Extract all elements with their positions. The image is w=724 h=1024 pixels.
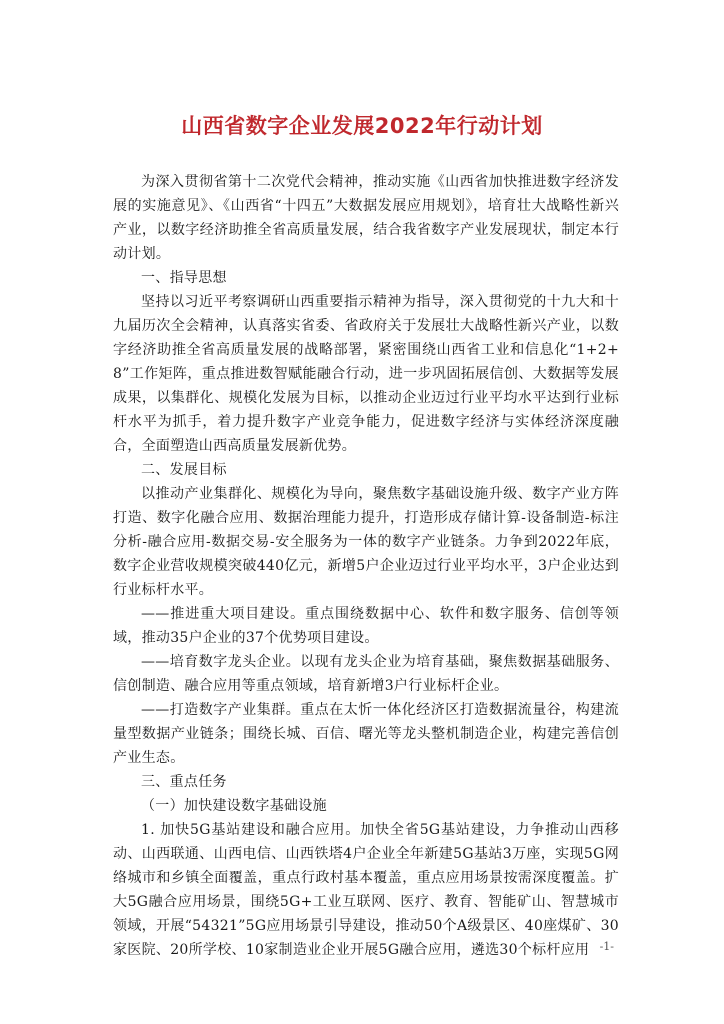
section-heading-development-goals: 二、发展目标 bbox=[141, 462, 227, 478]
document-body bbox=[113, 170, 619, 962]
section-heading-guiding-ideology: 一、指导思想 bbox=[141, 270, 227, 286]
document-title: 山西省数字企业发展2022年行动计划 bbox=[181, 114, 543, 138]
page-number: -1- bbox=[599, 940, 614, 953]
development-goals-paragraph: 以推动产业集群化、规模化为导向，聚焦数字基础设施升级、数字产业方阵打造、数字化融合应用、数据治理能力提升，打造形成存储计算-设备制造-标注分析-融合应用-数据交易-安全服务为一体的数字产业链条。力争到2022年底，数字企业营收规模突破440亿元，新增5户企业迈过行业平均水平，3户企业达到行业标杆水平。 bbox=[113, 486, 619, 598]
goal-major-projects: ——推进重大项目建设。重点围绕数据中心、软件和数字服务、信创等领域，推动35户企业的37个优势项目建设。 bbox=[113, 606, 619, 646]
goal-leading-enterprises: ——培育数字龙头企业。以现有龙头企业为培育基础，聚焦数据基础服务、信创制造、融合应用等重点领域，培育新增3户行业标杆企业。 bbox=[113, 654, 619, 694]
task-5g-paragraph: 1. 加快5G基站建设和融合应用。加快全省5G基站建设，力争推动山西移动、山西联通、山西电信、山西铁塔4户企业全年新建5G基站3万座，实现5G网络城市和乡镇全面覆盖，重点行政村基本覆盖，重点应用场景按需深度覆盖。扩大5G融合应用场景，围绕5G+工业互联网、医疗、教育、智能矿山、智慧城市领域，开展“54321”5G应用场景引导建设，推动50个A级景区、40座煤矿、30家医院、20所学校、10家制造业企业开展5G融合应用，遴选30个标杆应用 bbox=[113, 822, 619, 958]
intro-paragraph: 为深入贯彻省第十二次党代会精神，推动实施《山西省加快推进数字经济发展的实施意见》、《山西省“十四五”大数据发展应用规划》，培育壮大战略性新兴产业，以数字经济助推全省高质量发展，结合我省数字产业发展现状，制定本行动计划。 bbox=[113, 174, 619, 262]
goal-industry-cluster: ——打造数字产业集群。重点在太忻一体化经济区打造数据流量谷，构建流量型数据产业链条；围绕长城、百信、曙光等龙头整机制造企业，构建完善信创产业生态。 bbox=[113, 702, 619, 766]
section-heading-key-tasks: 三、重点任务 bbox=[141, 774, 227, 790]
subsection-heading-digital-infrastructure: （一）加快建设数字基础设施 bbox=[141, 798, 327, 814]
guiding-ideology-paragraph: 坚持以习近平考察调研山西重要指示精神为指导，深入贯彻党的十九大和十九届历次全会精神，认真落实省委、省政府关于发展壮大战略性新兴产业，以数字经济助推全省高质量发展的战略部署，紧密围绕山西省工业和信息化“1+2+8”工作矩阵，重点推进数智赋能融合行动，进一步巩固拓展信创、大数据等发展成果，以集群化、规模化发展为目标，以推动企业迈过行业平均水平达到行业标杆水平为抓手，着力提升数字产业竞争能力，促进数字经济与实体经济深度融合，全面塑造山西高质量发展新优势。 bbox=[113, 294, 619, 454]
